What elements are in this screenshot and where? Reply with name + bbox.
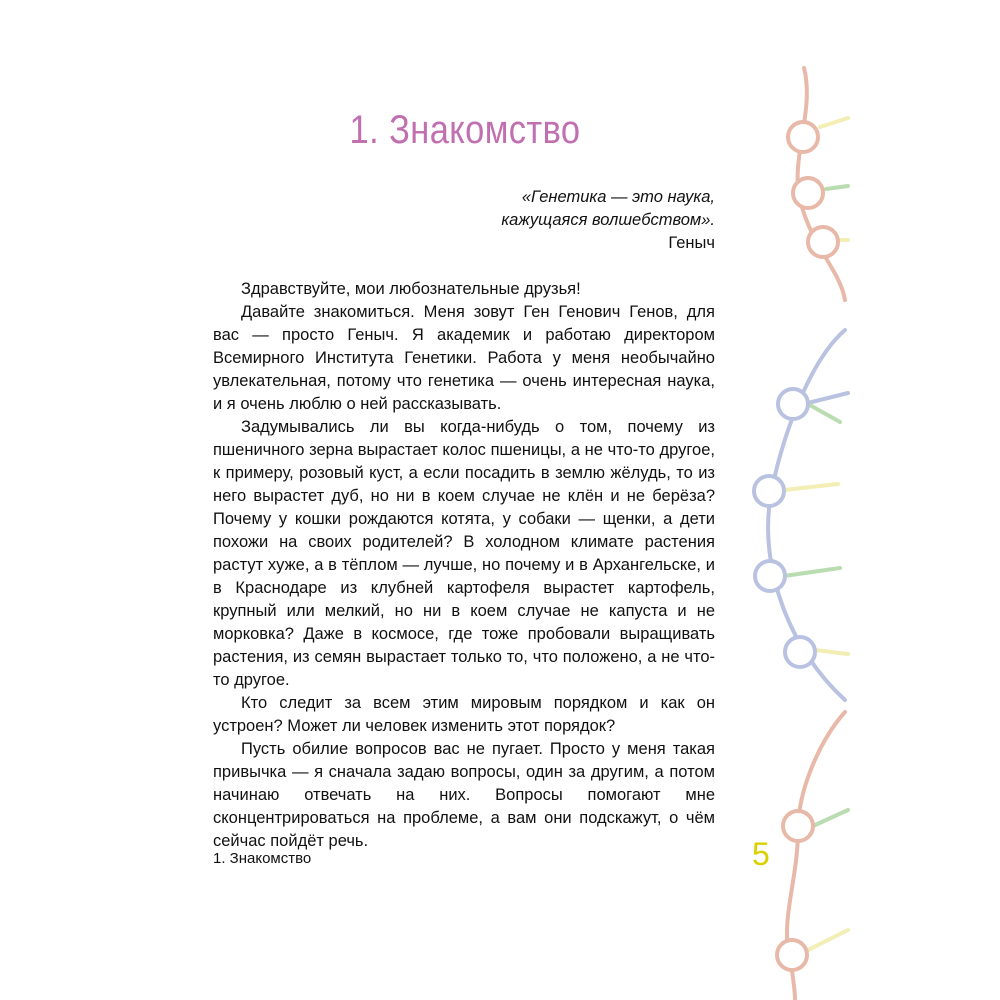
helix-node — [788, 122, 818, 152]
paragraph: Пусть обилие вопросов вас не пугает. Просто у меня такая привычка — я сначала задаю вопросы, один за другим, а потом начинаю отвечать на них. Вопросы помогают мне сконцентрироваться на проблеме, а вам они подскажут, о чём сейчас пойдёт речь. — [213, 740, 715, 850]
paragraph: Давайте знакомиться. Меня зовут Ген Генович Генов, для вас — просто Геныч. Я академик и работаю директором Всемирного Института Генетики. Работа у меня необычайно увлекательная, потому что генетика — очень интересная наука, и я очень люблю о ней рассказывать. — [213, 303, 715, 413]
page-number: 5 — [752, 836, 770, 872]
helix-rung — [808, 930, 848, 950]
helix-rung — [813, 810, 848, 826]
paragraph: Здравствуйте, мои любознательные друзья! — [241, 280, 581, 298]
helix-node — [808, 227, 838, 257]
helix-rung — [808, 393, 848, 403]
helix-node — [785, 637, 815, 667]
helix-rung — [820, 118, 848, 127]
helix-node — [777, 940, 807, 970]
helix-node — [793, 178, 823, 208]
helix-node — [754, 476, 784, 506]
paragraph: Задумывались ли вы когда-нибудь о том, почему из пшеничного зерна вырастает колос пшеницы, а не что-то другое, к примеру, розовый куст, а если посадить в землю жёлудь, то из него вырастет дуб, но ни в коем случае не клён и не берёза? Почему у кошки рождаются котята, у собаки — щенки, а дети похожи на своих родителей? В холодном климате растения растут хуже, а в тёплом — лучше, но почему и в Архангельске, и в Краснодаре из клубней картофеля вырастет картофель, крупный или мелкий, но ни в коем случае не капуста и не морковка? Даже в космосе, где тоже пробовали выращивать растения, из семян вырастает только то, что положено, а не что-то другое. — [213, 418, 715, 689]
helix-rung — [815, 650, 848, 654]
helix-node — [755, 561, 785, 591]
helix-rung — [784, 568, 840, 576]
helix-node — [778, 389, 808, 419]
epigraph-author: Геныч — [668, 234, 715, 252]
helix-node — [783, 811, 813, 841]
epigraph-quote-line-2: кажущаяся волшебством». — [501, 211, 715, 229]
helix-rung — [826, 186, 848, 189]
epigraph-quote-line-1: «Генетика — это наука, — [521, 188, 715, 206]
running-footer: 1. Знакомство — [213, 850, 312, 867]
helix-rung — [808, 404, 840, 422]
helix-rung — [784, 484, 838, 490]
paragraph: Кто следит за всем этим мировым порядком и как он устроен? Может ли человек изменить этот порядок? — [213, 694, 715, 735]
chapter-title: 1. Знакомство — [349, 108, 581, 152]
